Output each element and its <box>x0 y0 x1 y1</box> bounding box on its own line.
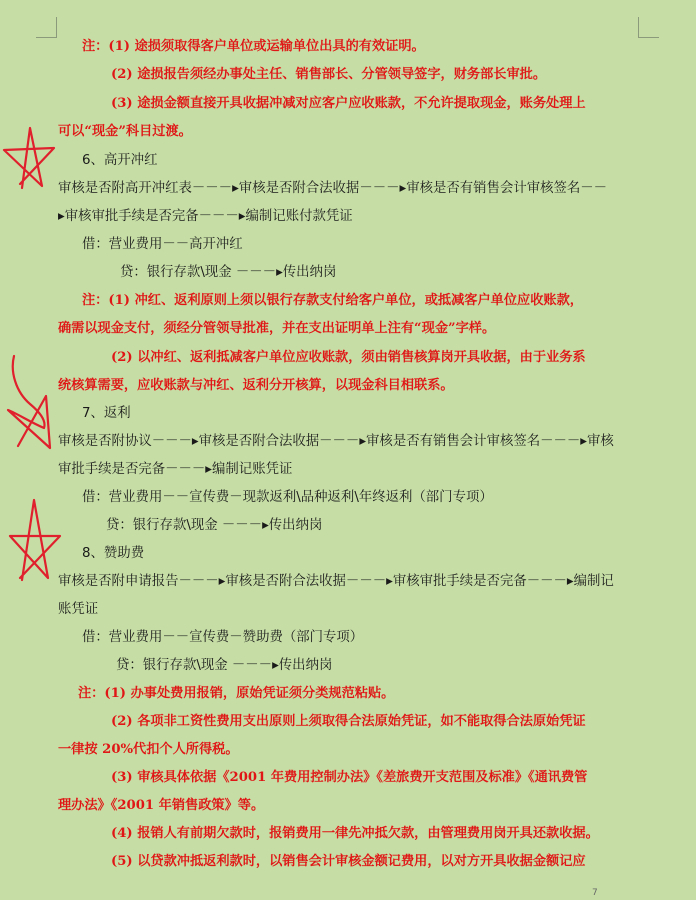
page-number: 7 <box>592 888 598 898</box>
text-line: 可以“现金”科目过渡。 <box>58 124 192 139</box>
star-annotation-3 <box>4 496 64 582</box>
text-line: 6、高开冲红 <box>82 153 158 168</box>
text-line: 一律按 20%代扣个人所得税。 <box>58 742 239 757</box>
text-line: (4) 报销人有前期欠款时，报销费用一律先冲抵欠款，由管理费用岗开具还款收据。 <box>111 826 599 841</box>
text-line: 审批手续是否完备－－－▸编制记账凭证 <box>58 462 293 477</box>
text-line: 借：营业费用－－宣传费－现款返利\品种返利\年终返利（部门专项） <box>82 490 493 505</box>
text-line: 贷：银行存款\现金 －－－▸传出纳岗 <box>106 518 323 533</box>
text-line: 审核是否附高开冲红表－－－▸审核是否附合法收据－－－▸审核是否有销售会计审核签名－－ <box>58 181 608 196</box>
text-line: 确需以现金支付，须经分管领导批准，并在支出证明单上注有“现金”字样。 <box>58 321 496 336</box>
text-line: 统核算需要，应收账款与冲红、返利分开核算，以现金科目相联系。 <box>58 378 454 393</box>
text-line: 审核是否附协议－－－▸审核是否附合法收据－－－▸审核是否有销售会计审核签名－－－▸审核 <box>58 434 614 449</box>
text-line: 借：营业费用－－宣传费－赞助费（部门专项） <box>82 630 364 645</box>
text-line: (3) 审核具体依据《2001 年费用控制办法》《差旅费开支范围及标准》《通讯费管 <box>111 770 588 785</box>
text-line: (2) 以冲红、返利抵减客户单位应收账款，须由销售核算岗开具收据，由于业务系 <box>111 350 586 365</box>
text-line: 账凭证 <box>58 602 99 617</box>
text-line: 注：(1) 冲红、返利原则上须以银行存款支付给客户单位，或抵减客户单位应收账款， <box>82 293 583 308</box>
text-line: (2) 各项非工资性费用支出原则上须取得合法原始凭证，如不能取得合法原始凭证 <box>111 714 586 729</box>
text-line: ▸审核审批手续是否完备－－－▸编制记账付款凭证 <box>58 209 353 224</box>
text-line: 注：(1) 途损须取得客户单位或运输单位出具的有效证明。 <box>82 39 425 54</box>
text-line: 借：营业费用－－高开冲红 <box>82 237 243 252</box>
text-line: 贷：银行存款\现金 －－－▸传出纳岗 <box>116 658 333 673</box>
text-line: (5) 以贷款冲抵返利款时，以销售会计审核金额记费用，以对方开具收据金额记应 <box>111 854 586 869</box>
text-line: 贷：银行存款\现金 －－－▸传出纳岗 <box>120 265 337 280</box>
text-line: (3) 途损金额直接开具收据冲减对应客户应收账款，不允许提取现金，账务处理上 <box>111 96 586 111</box>
star-annotation-1 <box>0 120 62 192</box>
text-line: 注：(1) 办事处费用报销，原始凭证须分类规范粘贴。 <box>78 686 395 701</box>
text-line: (2) 途损报告须经办事处主任、销售部长、分管领导签字，财务部长审批。 <box>111 67 547 82</box>
text-line: 8、赞助费 <box>82 546 145 561</box>
corner-mark-top-left <box>36 17 57 38</box>
text-line: 审核是否附申请报告－－－▸审核是否附合法收据－－－▸审核审批手续是否完备－－－▸编制记 <box>58 574 614 589</box>
text-line: 理办法》《2001 年销售政策》等。 <box>58 798 265 813</box>
text-line: 7、返利 <box>82 406 131 421</box>
corner-mark-top-right <box>638 17 659 38</box>
star-annotation-2 <box>0 352 62 452</box>
